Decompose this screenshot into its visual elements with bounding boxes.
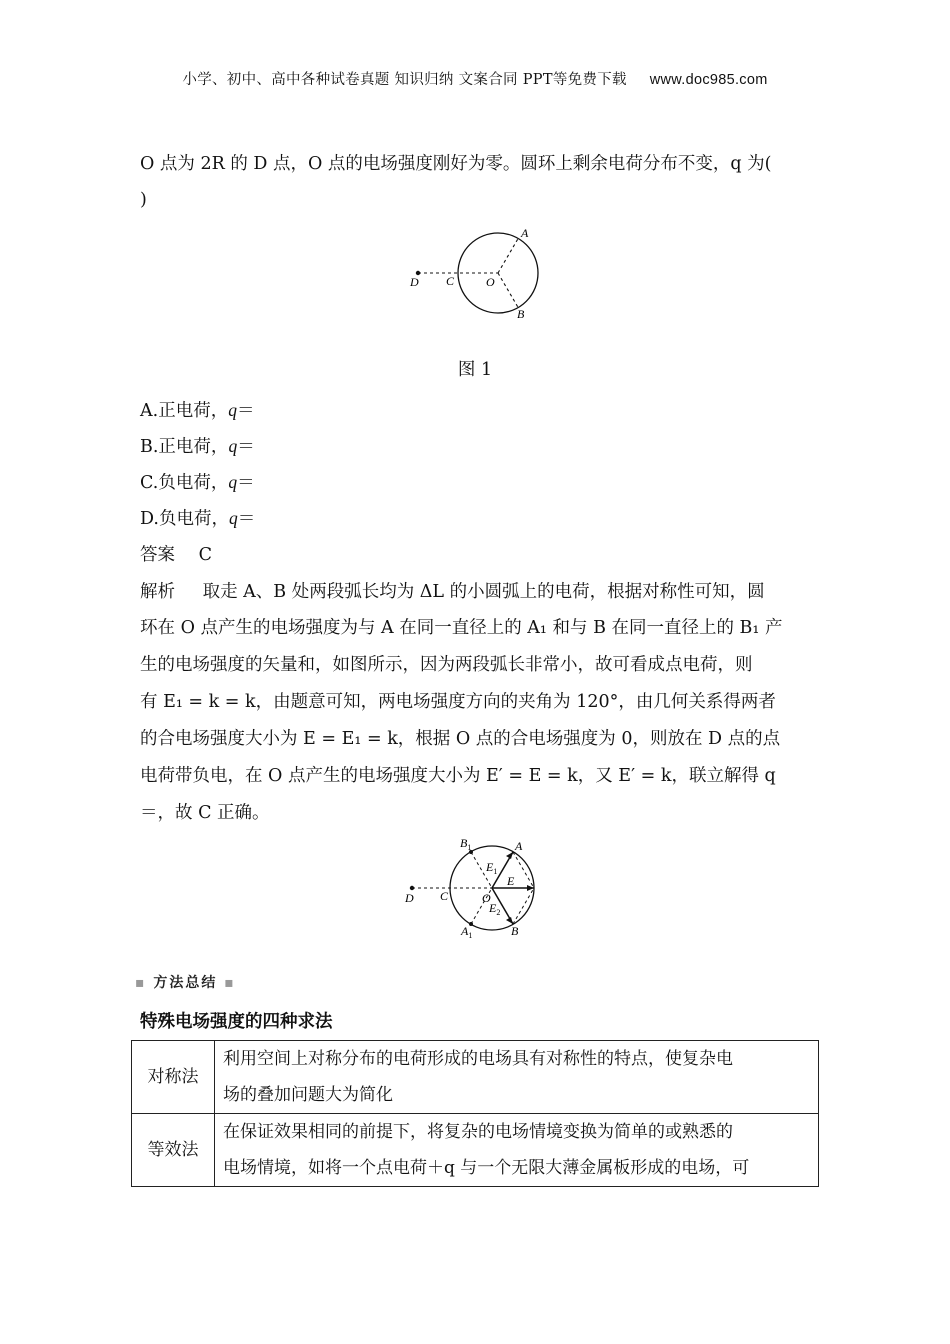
label-e2: $E_2$ bbox=[489, 901, 501, 917]
label-d: D bbox=[410, 275, 419, 289]
arrowhead-e bbox=[527, 885, 534, 891]
method-desc: 利用空间上对称分布的电荷形成的电场具有对称性的特点，使复杂电 场的叠加问题大为简化 bbox=[215, 1041, 819, 1114]
figure-2-diagram bbox=[400, 834, 560, 946]
point-a1 bbox=[469, 922, 473, 926]
question-line-2: ) bbox=[140, 190, 147, 210]
ob-line bbox=[498, 273, 519, 309]
analysis-line-3: 生的电场强度的矢量和，如图所示，因为两段弧长非常小，故可看成点电荷，则 bbox=[140, 655, 753, 675]
point-d bbox=[410, 886, 414, 890]
figure-1-caption: 图 1 bbox=[457, 360, 493, 380]
header-text: 小学、初中、高中各种试卷真题 知识归纳 文案合同 PPT等免费下载 bbox=[182, 72, 627, 88]
label-c: C bbox=[440, 889, 449, 903]
option-a[interactable]: A.正电荷，q＝ bbox=[140, 400, 255, 421]
method-table bbox=[131, 1040, 819, 1187]
analysis-line-2: 环在 O 点产生的电场强度为与 A 在同一直径上的 A₁ 和与 B 在同一直径上的 B₁ 产 bbox=[140, 618, 783, 638]
bullet-left: ▪ bbox=[135, 975, 147, 991]
label-e: E bbox=[507, 874, 515, 888]
question-line-1: O 点为 2R 的 D 点，O 点的电场强度刚好为零。圆环上剩余电荷分布不变，q 为( bbox=[140, 154, 772, 174]
label-b: B bbox=[517, 307, 525, 321]
figure-1-diagram bbox=[400, 224, 560, 324]
arrowhead-e2 bbox=[506, 917, 513, 924]
label-e1: $E_1$ bbox=[486, 860, 498, 876]
method-tag: ▪ 方法总结 ▪ bbox=[135, 975, 236, 991]
method-title: 特殊电场强度的四种求法 bbox=[140, 1012, 333, 1032]
analysis-line-6: 电荷带负电，在 O 点产生的电场强度大小为 E′ = E = k，又 E′ = k，联立解得 q bbox=[140, 766, 776, 786]
header-url[interactable]: www.doc985.com bbox=[649, 72, 768, 88]
label-a: A bbox=[521, 226, 529, 240]
option-c[interactable]: C.负电荷，q＝ bbox=[140, 472, 255, 493]
answer bbox=[140, 537, 212, 573]
answer-value: C bbox=[198, 545, 212, 565]
option-d[interactable]: D.负电荷，q＝ bbox=[140, 508, 256, 529]
analysis-label: 解析 bbox=[140, 582, 175, 602]
label-a1: $A_1$ bbox=[461, 924, 473, 940]
analysis-line-7: ＝，故 C 正确。 bbox=[140, 803, 270, 823]
parallelogram-top bbox=[513, 852, 534, 888]
analysis-line-1: 解析 取走 A、B 处两段弧长均为 ΔL 的小圆弧上的电荷，根据对称性可知，圆 bbox=[140, 582, 765, 602]
answer-label: 答案 bbox=[140, 545, 175, 565]
oa-line bbox=[498, 237, 519, 273]
analysis-line-4: 有 E₁ = k = k，由题意可知，两电场强度方向的夹角为 120°，由几何关系得两者 bbox=[140, 692, 776, 712]
label-o: O bbox=[486, 275, 495, 289]
method-name: 对称法 bbox=[132, 1041, 215, 1114]
label-c: C bbox=[446, 274, 455, 288]
option-b[interactable]: B.正电荷，q＝ bbox=[140, 436, 255, 457]
label-b: B bbox=[511, 924, 519, 938]
arrowhead-e1 bbox=[506, 852, 513, 859]
table-row bbox=[132, 1114, 819, 1187]
bullet-right: ▪ bbox=[224, 975, 236, 991]
label-o: O bbox=[482, 891, 491, 905]
label-d: D bbox=[405, 891, 414, 905]
page-header bbox=[0, 68, 950, 89]
label-a: A bbox=[515, 839, 523, 853]
table-row bbox=[132, 1041, 819, 1114]
method-desc: 在保证效果相同的前提下，将复杂的电场情境变换为简单的或熟悉的 电场情境，如将一个点电荷＋q 与一个无限大薄金属板形成的电场，可 bbox=[215, 1114, 819, 1187]
parallelogram-bottom bbox=[513, 888, 534, 924]
label-b1: $B_1$ bbox=[460, 836, 472, 852]
analysis-line-5: 的合电场强度大小为 E = E₁ = k，根据 O 点的合电场强度为 0，则放在 D 点的点 bbox=[140, 729, 781, 749]
method-name: 等效法 bbox=[132, 1114, 215, 1187]
